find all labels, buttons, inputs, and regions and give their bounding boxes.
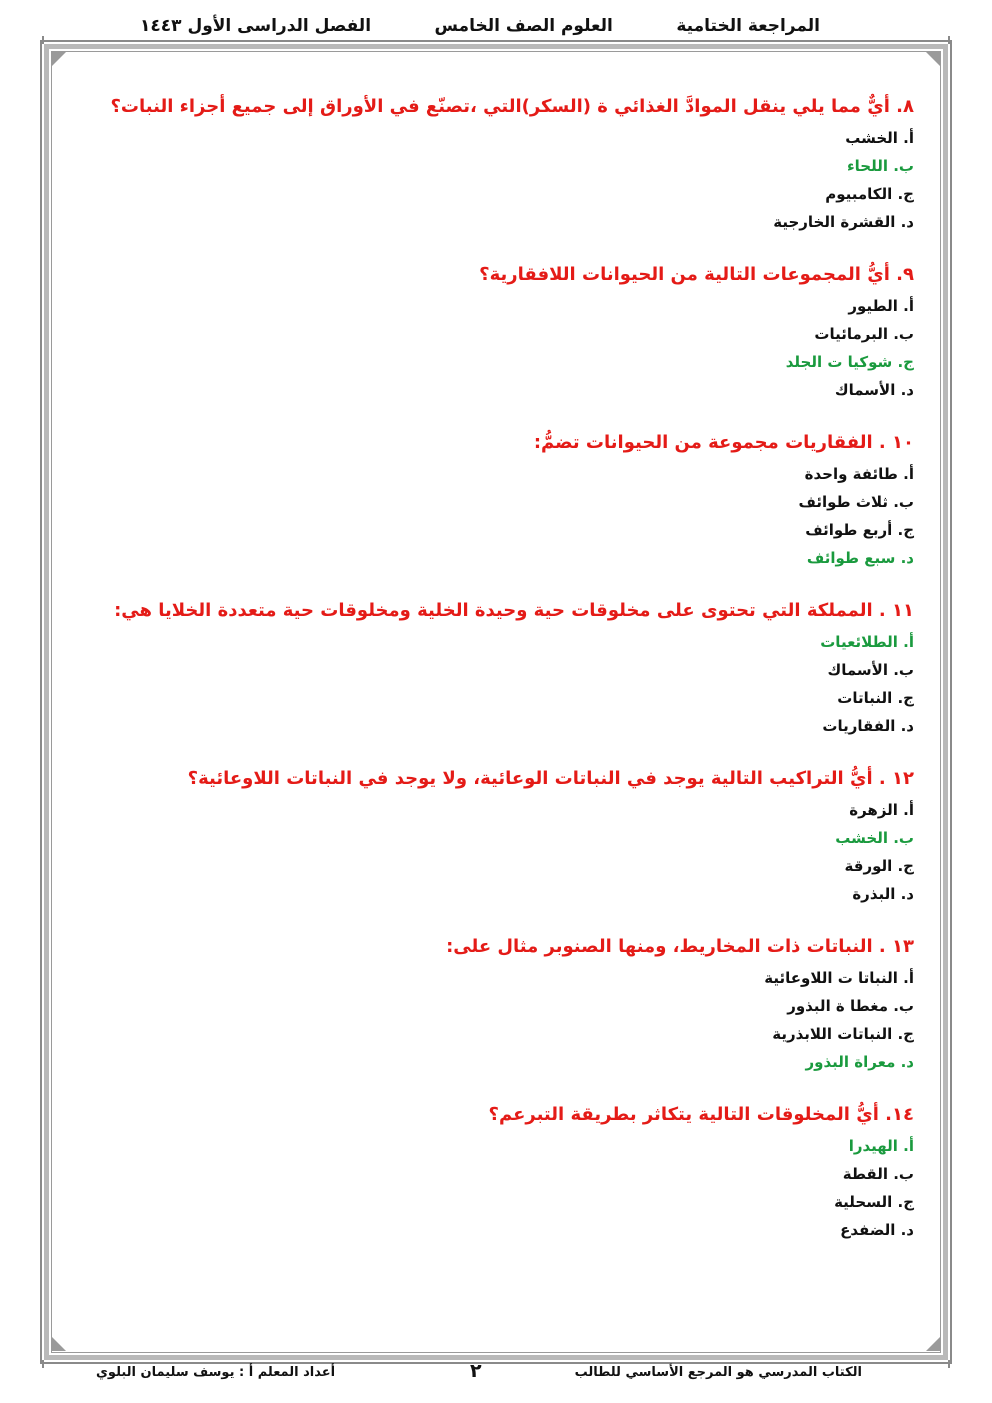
question-text: ١٠ . الفقاريات مجموعة من الحيوانات تضمُّ: (533, 432, 914, 453)
frame-tick (42, 36, 44, 44)
answer-option: د. الضفدع (840, 1221, 914, 1239)
question-block (114, 598, 914, 740)
question-block (134, 262, 914, 404)
header-title-center: العلوم الصف الخامس (434, 16, 613, 36)
answer-option-correct: د. سبع طوائف (806, 549, 914, 567)
questions-list (110, 94, 914, 1270)
question-text: ١٤. أيُّ المخلوقات التالية يتكاثر بطريقة التبرعم؟ (488, 1104, 914, 1125)
answer-option: د. البذرة (852, 885, 914, 903)
question-block (134, 934, 914, 1076)
question-text: ١٣ . النباتات ذات المخاريط، ومنها الصنوبر مثال على: (446, 936, 914, 957)
answer-option: ج. السحلية (834, 1193, 914, 1211)
answer-option: ب. ثلاث طوائف (798, 493, 914, 511)
corner-ornament-top-right (926, 52, 940, 66)
footer-note: الكتاب المدرسي هو المرجع الأساسي للطالب (574, 1365, 862, 1380)
answer-option: أ. طائفة واحدة (804, 465, 914, 483)
question-block (134, 1102, 914, 1244)
answer-option: ب. الأسماك (827, 661, 914, 679)
answer-option: أ. الزهرة (849, 801, 914, 819)
answer-option: أ. الطيور (848, 297, 914, 315)
corner-ornament-bottom-left (52, 1337, 66, 1351)
question-block (110, 94, 914, 236)
frame-tick (42, 1360, 44, 1368)
page-number: ٢ (470, 1360, 482, 1382)
question-block (134, 766, 914, 908)
answer-option: ج. الورقة (844, 857, 914, 875)
answer-option-correct: أ. الهيدرا (848, 1137, 914, 1155)
answer-option: أ. الخشب (845, 129, 914, 147)
answer-option: ج. أربع طوائف (805, 521, 914, 539)
frame-tick (948, 1360, 950, 1368)
answer-option: د. الفقاريات (822, 717, 914, 735)
answer-option: د. الأسماك (834, 381, 914, 399)
question-text: ٩. أيُّ المجموعات التالية من الحيوانات اللافقارية؟ (479, 264, 914, 285)
corner-ornament-top-left (52, 52, 66, 66)
answer-option: ج. النباتات اللابذرية (772, 1025, 914, 1043)
question-text: ١١ . المملكة التي تحتوى على مخلوقات حية وحيدة الخلية ومخلوقات حية متعددة الخلايا هي: (114, 600, 914, 621)
answer-option-correct: ب. اللحاء (846, 157, 914, 175)
header-title-left: الفصل الدراسى الأول ١٤٤٣ (140, 16, 372, 36)
answer-option-correct: د. معراة البذور (805, 1053, 914, 1071)
answer-option-correct: ج. شوكيا ت الجلد (785, 353, 914, 371)
question-text: ١٢ . أيُّ التراكيب التالية يوجد في النباتات الوعائية، ولا يوجد في النباتات اللاوعائية؟ (187, 768, 914, 789)
answer-option-correct: ب. الخشب (835, 829, 914, 847)
answer-option: د. القشرة الخارجية (773, 213, 914, 231)
answer-option: أ. النباتا ت اللاوعائية (764, 969, 914, 987)
page-header (140, 12, 820, 40)
answer-option: ج. الكامبيوم (825, 185, 914, 203)
answer-option: ب. البرمائيات (814, 325, 914, 343)
header-title-right: المراجعة الختامية (676, 16, 820, 36)
footer-author: أعداد المعلم أ : يوسف سليمان البلوي (96, 1365, 336, 1380)
answer-option-correct: أ. الطلائعيات (820, 633, 914, 651)
answer-option: ج. النباتات (837, 689, 914, 707)
answer-option: ب. مغطا ة البذور (787, 997, 914, 1015)
question-text: ٨. أيٌّ مما يلي ينقل الموادَّ الغذائي ة (السكر)التي ،تصنّع في الأوراق إلى جميع أجزاء النبات؟ (110, 96, 914, 117)
answer-option: ب. القطة (842, 1165, 914, 1183)
frame-tick (948, 36, 950, 44)
corner-ornament-bottom-right (926, 1337, 940, 1351)
question-block (134, 430, 914, 572)
